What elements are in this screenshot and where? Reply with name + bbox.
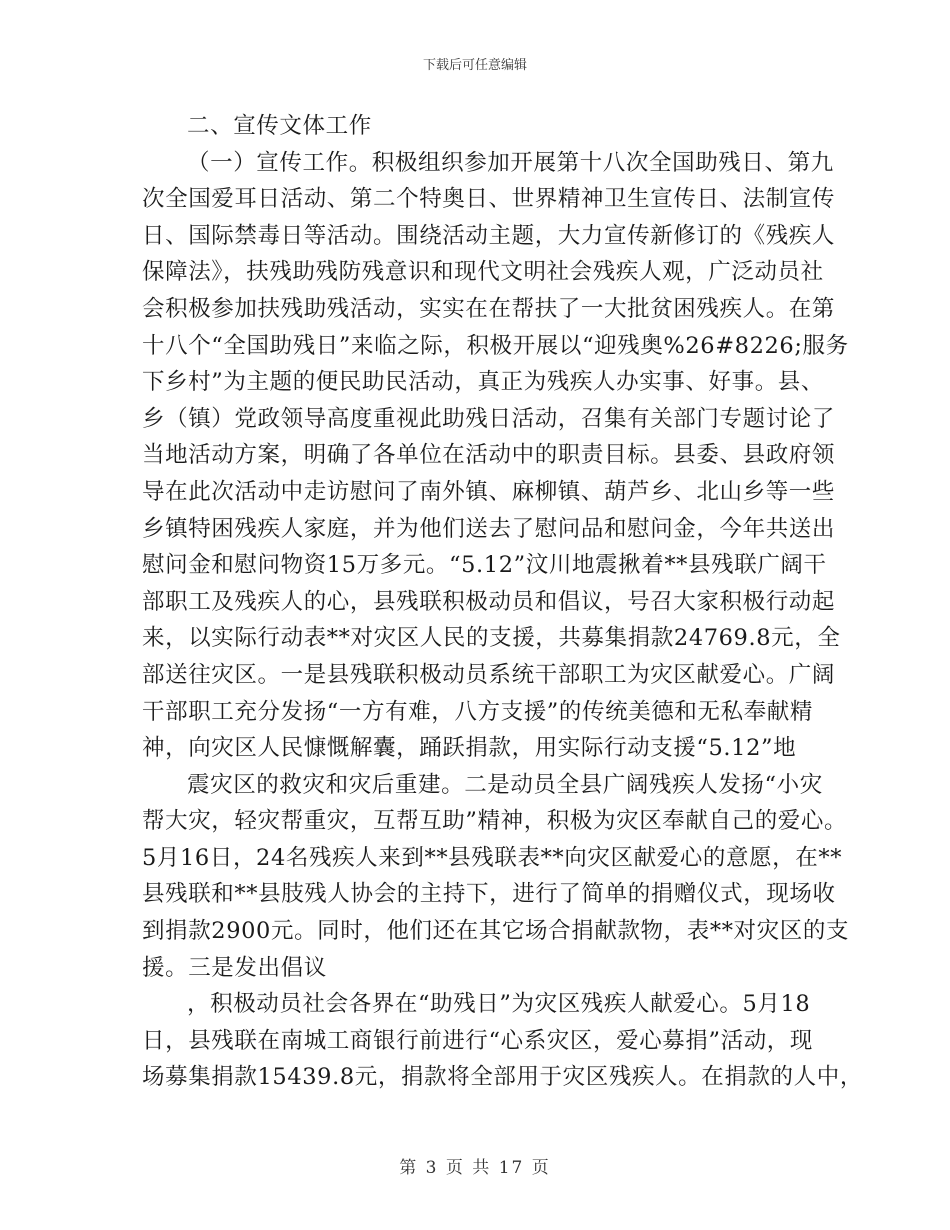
paragraph-line: 到捐款2900元。同时，他们还在其它场合捐献款物，表**对灾区的支 <box>142 918 850 945</box>
paragraph-line: 日、国际禁毒日等活动。围绕活动主题，大力宣传新修订的《残疾人 <box>142 222 836 249</box>
paragraph-line: 十八个“全国助残日”来临之际，积极开展以“迎残奥%26#8226;服务 <box>142 332 849 359</box>
paragraph-line: 导在此次活动中走访慰问了南外镇、麻柳镇、葫芦乡、北山乡等一些 <box>142 478 836 505</box>
paragraph-line: 乡（镇）党政领导高度重视此助残日活动，召集有关部门专题讨论了 <box>142 405 836 432</box>
page-header-note: 下载后可任意编辑 <box>422 58 527 73</box>
paragraph-line: 乡镇特困残疾人家庭，并为他们送去了慰问品和慰问金，今年共送出 <box>142 515 836 542</box>
paragraph-line: ，积极动员社会各界在“助残日”为灾区残疾人献爱心。5月18 <box>187 991 811 1018</box>
paragraph-line: 5月16日，24名残疾人来到**县残联表**向灾区献爱心的意愿，在** <box>142 844 843 871</box>
page-number-footer: 第 3 页 共 17 页 <box>399 1158 551 1178</box>
paragraph-line: 下乡村”为主题的便民助民活动，真正为残疾人办实事、好事。县、 <box>142 369 825 396</box>
paragraph-line: 县残联和**县肢残人协会的主持下，进行了简单的捐赠仪式，现场收 <box>142 881 836 908</box>
paragraph-line: 部送往灾区。一是县残联积极动员系统干部职工为灾区献爱心。广阔 <box>142 661 836 688</box>
paragraph-line: 日，县残联在南城工商银行前进行“心系灾区，爱心募捐”活动，现 <box>142 1027 814 1054</box>
paragraph-line: 场募集捐款15439.8元，捐款将全部用于灾区残疾人。在捐款的人中， <box>142 1064 863 1091</box>
paragraph-line: 保障法》，扶残助残防残意识和现代文明社会残疾人观，广泛动员社 <box>142 259 824 286</box>
section-heading: 二、宣传文体工作 <box>187 113 372 139</box>
paragraph-line: 部职工及残疾人的心，县残联积极动员和倡议，号召大家积极行动起 <box>142 588 836 615</box>
paragraph-line: （一）宣传工作。积极组织参加开展第十八次全国助残日、第九 <box>187 149 834 176</box>
paragraph-line: 震灾区的救灾和灾后重建。二是动员全县广阔残疾人发扬“小灾 <box>187 771 823 798</box>
paragraph-line: 神，向灾区人民慷慨解囊，踊跃捐款，用实际行动支援“5.12”地 <box>142 735 797 762</box>
paragraph-line: 来，以实际行动表**对灾区人民的支援，共募集捐款24769.8元，全 <box>142 625 841 652</box>
paragraph-line: 当地活动方案，明确了各单位在活动中的职责目标。县委、县政府领 <box>142 442 836 469</box>
paragraph-line: 次全国爱耳日活动、第二个特奥日、世界精神卫生宣传日、法制宣传 <box>142 186 836 213</box>
document-body <box>142 108 863 1096</box>
paragraph-line: 援。三是发出倡议 <box>142 954 327 981</box>
paragraph-line: 慰问金和慰问物资15万多元。“5.12”汶川地震揪着**县残联广阔干 <box>142 552 827 579</box>
paragraph-line: 帮大灾，轻灾帮重灾，互帮互助”精神，积极为灾区奉献自己的爱心。 <box>142 808 848 835</box>
paragraph-line: 会积极参加扶残助残活动，实实在在帮扶了一大批贫困残疾人。在第 <box>142 295 836 322</box>
paragraph-line: 干部职工充分发扬“一方有难，八方支援”的传统美德和无私奉献精 <box>142 698 814 725</box>
